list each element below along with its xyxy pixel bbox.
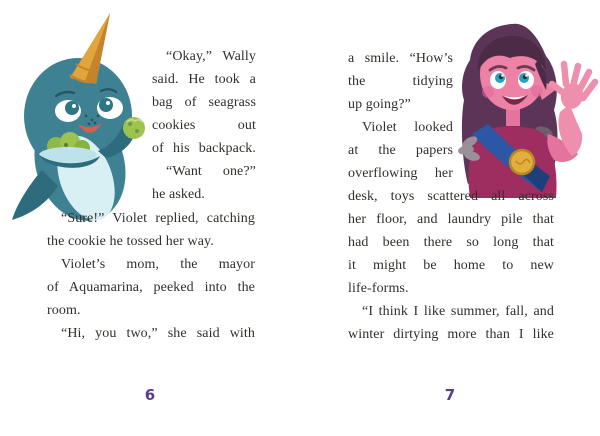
story-line: of his backpack. (152, 141, 256, 156)
left-page-text-column-narrow (152, 45, 256, 206)
story-line: “Want one?” (166, 164, 256, 179)
mayor-blush-left (482, 86, 494, 98)
story-line: “Sure!” Violet replied, catching (61, 211, 255, 226)
story-line: winter dirtying more than I like (348, 327, 554, 342)
right-page-text-column-narrow (348, 47, 453, 185)
story-line: Violet looked (362, 120, 453, 135)
mayor-medal (510, 150, 534, 174)
story-line: the tidying (348, 74, 453, 89)
story-line: had been there so long that (348, 235, 554, 250)
story-line: of Aquamarina, peeked into the (47, 280, 255, 295)
story-line: her floor, and laundry pile that (348, 212, 554, 227)
story-line: overflowing her (348, 166, 453, 181)
story-line: the cookie he tossed her way. (47, 234, 214, 249)
right-page-text-column-full (348, 185, 554, 346)
story-line: up going?” (348, 97, 411, 112)
story-line: at the papers (348, 143, 453, 158)
story-line: life-forms. (348, 281, 409, 296)
story-line: a smile. “How’s (348, 51, 453, 66)
story-line: “I think I like summer, fall, and (362, 304, 554, 319)
story-line: “Okay,” Wally (166, 49, 256, 64)
story-line: said. He took a (152, 72, 256, 87)
story-line: “Hi, you two,” she said with (61, 326, 255, 341)
story-line: Violet’s mom, the mayor (61, 257, 255, 272)
page-number-right: 7 (444, 386, 456, 404)
story-line: bag of seagrass (152, 95, 256, 110)
story-line: desk, toys scattered all across (348, 189, 554, 204)
story-line: cookies out (152, 118, 256, 133)
story-line: it might be home to new (348, 258, 554, 273)
mayor-blush-right (531, 85, 543, 97)
mayor-illustration (452, 22, 600, 198)
story-line: he asked. (152, 187, 205, 202)
story-line: room. (47, 303, 81, 318)
narwhal-illustration (6, 12, 156, 224)
page-number-left: 6 (144, 386, 156, 404)
left-page-text-column-full (47, 207, 255, 345)
